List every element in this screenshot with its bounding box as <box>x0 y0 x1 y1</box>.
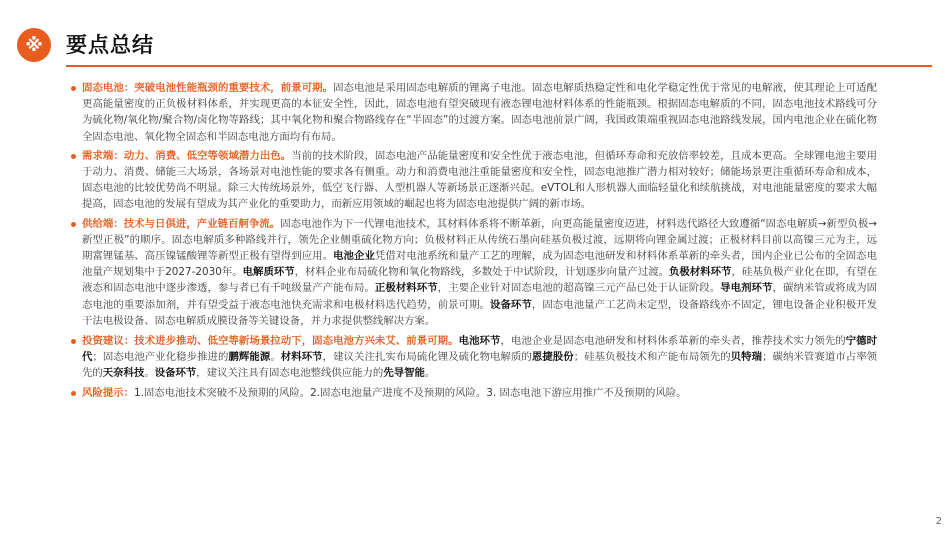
asterisk-logo-icon: ※ <box>17 28 51 62</box>
item-text: ，建议关注扎实布局硫化锂及硫化物电解质的 <box>322 351 532 364</box>
bold-keyword: 电池环节 <box>458 335 501 348</box>
item-heading: 需求端：动力、消费、低空等领域潜力出色。 <box>82 149 292 162</box>
summary-item <box>82 216 877 329</box>
bullet-dot-icon <box>71 86 76 91</box>
item-heading: 供给端：技术与日俱进，产业链百舸争流。 <box>82 217 281 230</box>
item-text: ；硅基负极技术和产能布局领先的 <box>573 351 731 364</box>
page-number: 2 <box>935 516 942 527</box>
item-text: 1.固态电池技术突破不及预期的风险。2.固态电池量产进度不及预期的风险。3. 固态电池下游应用推广不及预期的风险。 <box>133 386 687 399</box>
item-text: 当前的技术阶段，固态电池产品能量密度和安全性优于液态电池，但循环寿命和充放倍率较差，且成本更高。全球锂电池主要用于动力、消费、储能三大场景，各场景对电池性能的要求各有侧重。动力和消费电池注重能量密度和安全性，固态电池推广潜力相对较好；储能场景更注重循环寿命和成本，固态电池的比较优势尚不明显。除三大传统场景外，低空飞行器、人型机器人等新场景正逐渐兴起。eVTOL和人形机器人面临轻量化和续航挑战，对电池能量密度的要求大幅提高，固态电池的发展有望成为其产业化的重要助力，而新应用领域的崛起也将为固态电池提供广阔的新市场。 <box>82 149 877 211</box>
item-heading: 投资建议：技术进步推动、低空等新场景拉动下，固态电池方兴未艾、前景可期。 <box>82 335 459 348</box>
bold-keyword: 恩捷股份 <box>531 351 574 364</box>
item-text: 固态电池作为下一代锂电池技术，其材料体系将不断革新，向更高能量密度迈进，材料迭代路径大致遵循“固态电解质→新型负极→新型正极”的顺序。固态电解质多种路线并行，领先企业侧重硫化物方向；负极材料正从传统石墨向硅基负极过渡，远期将向锂金属过渡；正极材料目前以高镍三元为主，远期富锂锰基、高压镍锰酸锂等新型正极有望得到应用。 <box>82 217 877 263</box>
bold-keyword: 鹏辉能源 <box>228 351 271 364</box>
item-heading: 风险提示： <box>82 386 134 399</box>
item-text: ，主要企业针对固态电池的超高镍三元产品已处于认证阶段。 <box>437 282 721 295</box>
bold-keyword: 贝特瑞 <box>730 351 763 364</box>
item-text: 。 <box>270 351 281 364</box>
summary-item <box>82 148 877 213</box>
bullet-dot-icon <box>71 154 76 159</box>
item-text: 固态电池是采用固态电解质的锂离子电池。固态电解质热稳定性和电化学稳定性优于常见的电解液，使其理论上可适配更高能量密度的正负极材料体系，并实现更高的本征安全性，因此，固态电池有望突破现有液态锂电池材料体系的性能瓶颈。根据固态电解质的不同，固态电池技术路线可分为硫化物/氧化物/聚合物/卤化物等路线；其中氧化物和聚合物路线存在“半固态”的过渡方案。固态电池前景广阔，我国政策端重视固态电池路线发展，国内电池企业在硫化物全固态电池、氧化物全固态和半固态电池方面均有布局。 <box>82 82 877 143</box>
item-text: 。 <box>144 367 155 380</box>
bold-keyword: 导电剂环节 <box>720 282 773 295</box>
item-text: ，建议关注具有固态电池整线供应能力的 <box>196 367 384 380</box>
slide-header <box>0 0 950 64</box>
bold-keyword: 天奈科技 <box>102 367 145 380</box>
item-text: ；碳纳米管赛道市占率领先的 <box>82 351 878 380</box>
bullet-dot-icon <box>71 339 76 344</box>
bold-keyword: 先导智能 <box>383 367 425 380</box>
page-title: 要点总结 <box>66 33 154 57</box>
item-text: 。 <box>424 367 436 380</box>
item-text: 凭借对电池系统和量产工艺的理解，成为固态电池研发和材料体系革新的牵头者，国内企业已公布的全固态电池量产规划集中于2027-2030年。 <box>82 250 878 279</box>
item-heading: 固态电池：突破电池性能瓶颈的重要技术，前景可期。 <box>82 82 334 94</box>
item-text: ，碳纳米管或将成为固态电池的重要添加剂，并有望受益于液态电池快充需求和电极材料迭代趋势，前景可期。 <box>82 282 878 311</box>
item-text: ；固态电池产业化稳步推进的 <box>92 351 229 364</box>
item-text: ，电池企业是固态电池研发和材料体系革新的牵头者，推荐技术实力领先的 <box>500 335 846 348</box>
bold-keyword: 负极材料环节 <box>669 266 732 279</box>
item-text: ，固态电池量产工艺尚未定型，设备路线亦不固定，锂电设备企业积极开发干法电极设备、固态电解质成膜设备等关键设备，并力求提供整线解决方案。 <box>82 298 878 327</box>
item-text: ，材料企业布局硫化物和氧化物路线，多数处于中试阶段，计划逐步向量产过渡。 <box>294 266 670 279</box>
bold-keyword: 设备环节 <box>154 367 197 380</box>
bold-keyword: 正极材料环节 <box>374 282 438 295</box>
bullet-dot-icon <box>71 391 76 396</box>
bold-keyword: 设备环节 <box>490 298 532 311</box>
item-text: ，硅基负极产业化在即，有望在液态和固态电池中逐步渗透，参与者已有千吨级量产产能布局。 <box>82 266 878 295</box>
summary-item <box>82 385 877 401</box>
bold-keyword: 宁德时代 <box>82 335 878 364</box>
title-divider <box>66 65 932 67</box>
summary-item <box>82 333 877 382</box>
summary-item <box>82 80 877 145</box>
bold-keyword: 材料环节 <box>280 351 323 364</box>
bold-keyword: 电解质环节 <box>242 266 295 279</box>
bold-keyword: 电池企业 <box>333 250 375 263</box>
summary-list <box>82 80 877 404</box>
bullet-dot-icon <box>71 222 76 227</box>
